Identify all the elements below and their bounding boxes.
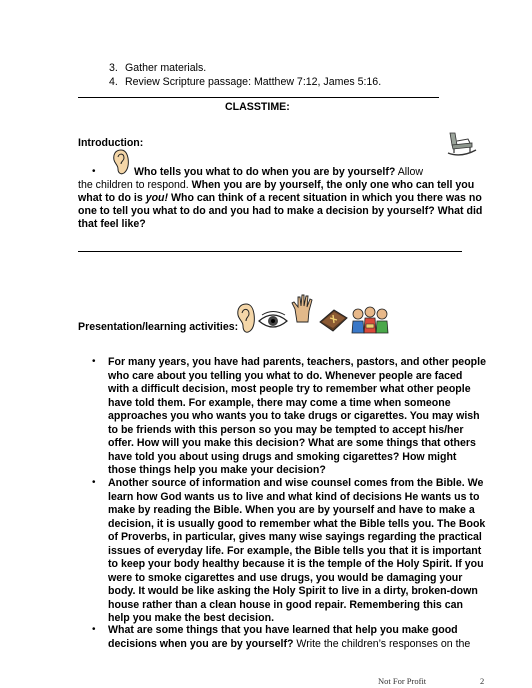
footer-text: Not For Profit xyxy=(378,676,427,686)
step-4 xyxy=(109,76,381,90)
paragraph-line xyxy=(108,638,488,652)
step-3 xyxy=(109,62,206,76)
divider-middle xyxy=(78,251,462,252)
paragraph-line: body. It would be like asking the Holy Spirit to live in a dirty, broken-down xyxy=(108,585,478,598)
intro-line-3-a: what to do is xyxy=(78,192,146,204)
intro-line-2 xyxy=(78,179,474,193)
paragraph-line: were to smoke cigarettes and use drugs, you would be damaging your xyxy=(108,571,463,584)
paragraph-line-bold: decisions when you are by yourself? xyxy=(108,637,294,650)
eye-icon xyxy=(258,312,288,330)
children-group-icon xyxy=(350,306,390,334)
paragraph-line: learn how God wants us to live and what kind of decisions He wants us to xyxy=(108,490,480,503)
paragraph-line: issues of everyday life. For example, the Bible tells you that it is important xyxy=(108,544,482,557)
paragraph-line: to keep your body healthy because it is the temple of the Holy Spirit. If you xyxy=(108,558,484,571)
page-number: 2 xyxy=(480,676,485,686)
intro-line-3-b: Who can think of a recent situation in which you there was no xyxy=(168,192,482,204)
bullet-marker: • xyxy=(92,477,96,488)
paragraph-line: have told them. For example, there may come a time when someone xyxy=(108,396,451,409)
paragraph-line: decision, it is usually good to remember what the Bible tells you. The Book xyxy=(108,517,486,530)
step-text: Review Scripture passage: Matthew 7:12, James 5:16. xyxy=(125,76,382,88)
paragraph-line: make by reading the Bible. When you are by yourself and have to make a xyxy=(108,504,475,517)
ear-icon xyxy=(236,303,256,335)
paragraph-line: Another source of information and wise counsel comes from the Bible. We xyxy=(108,477,484,489)
step-text: Gather materials. xyxy=(125,62,207,74)
divider-top xyxy=(78,97,439,98)
step-number: 4. xyxy=(109,76,118,88)
intro-line-2-start: the children to respond. xyxy=(78,179,192,191)
intro-bullet: • xyxy=(92,166,96,177)
intro-question: Who tells you what to do when you are by yourself? xyxy=(134,166,396,178)
intro-line-2-bold: When you are by yourself, the only one who can tell you xyxy=(191,179,475,191)
paragraph-line: have told you about using drugs and smoking cigarettes? How might xyxy=(108,450,457,463)
bullet-paragraph-3 xyxy=(108,624,488,651)
paragraph-line: of Proverbs, in particular, gives many wise sayings regarding the practical xyxy=(108,531,482,544)
classtime-heading: CLASSTIME: xyxy=(225,101,290,113)
paragraph-line: What are some things that you have learned that help you make good xyxy=(108,624,458,636)
bullet-paragraph-1 xyxy=(108,356,488,478)
paragraph-line: approaches you who wants you to take drugs or cigarettes. You may wish xyxy=(108,410,480,423)
bullet-marker: • xyxy=(92,624,96,635)
paragraph-line: help you make the best decision. xyxy=(108,612,275,625)
intro-question-tail: Allow xyxy=(395,166,424,178)
paragraph-line: those things help you make your decision? xyxy=(108,464,326,477)
rocking-chair-icon xyxy=(446,131,478,157)
bullet-marker: • xyxy=(92,356,96,367)
paragraph-line: For many years, you have had parents, teachers, pastors, and other people xyxy=(108,356,486,368)
presentation-heading: Presentation/learning activities: xyxy=(78,321,239,333)
intro-line-5: that feel like? xyxy=(78,218,146,230)
intro-line-4: one to tell you what to do and you had to make a decision by yourself? What did xyxy=(78,205,483,217)
intro-line-3-italic: you! xyxy=(145,192,169,204)
paragraph-line: offer. How will you make this decision? What are some things that others xyxy=(108,437,476,450)
paragraph-line: to be friends with this person so you may be tempted to accept his/her xyxy=(108,423,464,436)
ear-icon xyxy=(112,149,130,176)
intro-line-3 xyxy=(78,192,482,206)
paragraph-line: with a difficult decision, most people try to remember what other people xyxy=(108,383,471,396)
paragraph-line-tail: Write the children’s responses on the xyxy=(293,637,471,650)
step-number: 3. xyxy=(109,62,118,74)
paragraph-line: who care about you telling you what to do. Whenever people are faced xyxy=(108,369,463,382)
bible-icon xyxy=(318,306,348,332)
introduction-heading: Introduction: xyxy=(78,137,144,149)
intro-question-line xyxy=(134,166,423,180)
paragraph-line: house rather than a clean house in good repair. Remembering this can xyxy=(108,598,463,611)
hand-icon xyxy=(290,293,316,323)
bullet-paragraph-2 xyxy=(108,477,488,626)
